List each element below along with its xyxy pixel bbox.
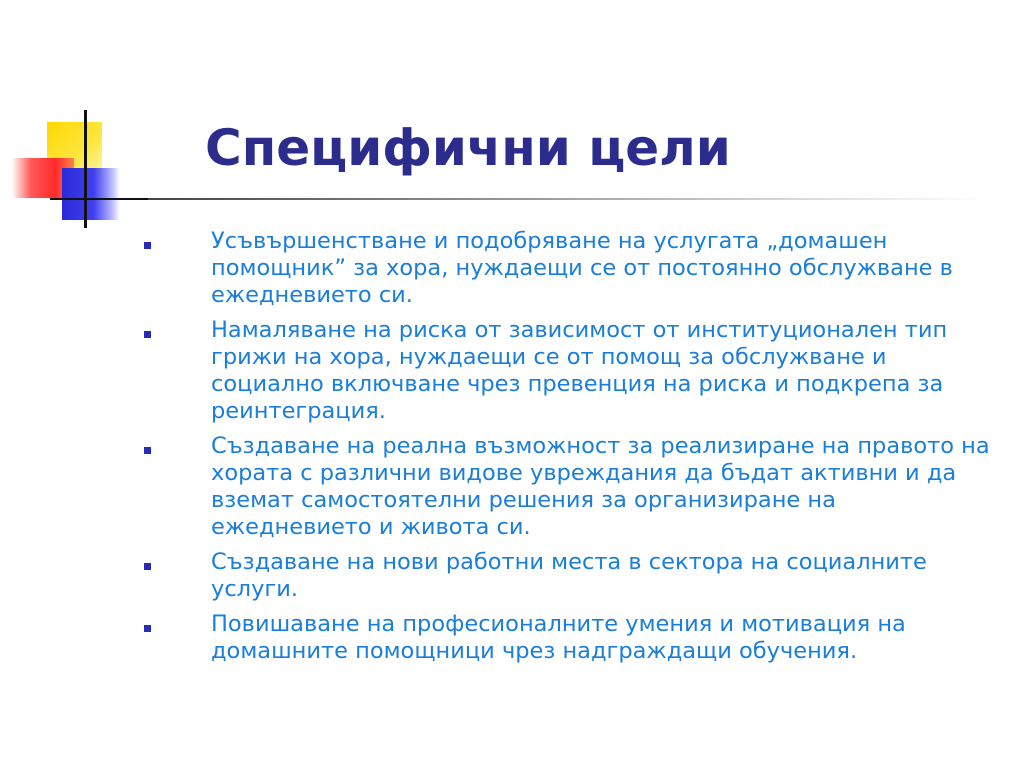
title-divider — [148, 198, 988, 200]
blue-square-icon — [62, 168, 120, 220]
list-item — [140, 433, 1000, 541]
colored-squares-logo-icon — [0, 0, 150, 240]
bullet-text: Намаляване на риска от зависимост от институционален тип грижи на хора, нуждаещи се от помощ за обслужване и социално включване чрез превенция на риска и подкрепа за реинтеграция. — [211, 317, 948, 424]
bullet-text: Повишаване на професионалните умения и мотивация на домашните помощници чрез надграждащи обучения. — [211, 611, 906, 664]
square-bullet-icon — [144, 563, 151, 570]
square-bullet-icon — [144, 331, 151, 338]
square-bullet-icon — [144, 447, 151, 454]
logo-horizontal-line — [50, 198, 150, 200]
bullet-text: Усъвършенстване и подобряване на услугата „домашен помощник” за хора, нуждаещи се от постоянно обслужване в ежедневието си. — [211, 228, 953, 308]
list-item — [140, 228, 1000, 309]
logo-vertical-line — [84, 110, 87, 228]
square-bullet-icon — [144, 625, 151, 632]
bullet-text: Създаване на нови работни места в сектора на социалните услуги. — [211, 549, 927, 602]
list-item — [140, 549, 1000, 603]
bullet-text: Създаване на реална възможност за реализиране на правото на хората с различни видове увреждания да бъдат активни и да вземат самостоятелни решения за организиране на ежедневието и живота си. — [211, 433, 990, 540]
bullet-list — [140, 228, 1000, 673]
list-item — [140, 317, 1000, 425]
slide-title: Специфични цели — [205, 119, 731, 177]
list-item — [140, 611, 1000, 665]
square-bullet-icon — [144, 242, 151, 249]
